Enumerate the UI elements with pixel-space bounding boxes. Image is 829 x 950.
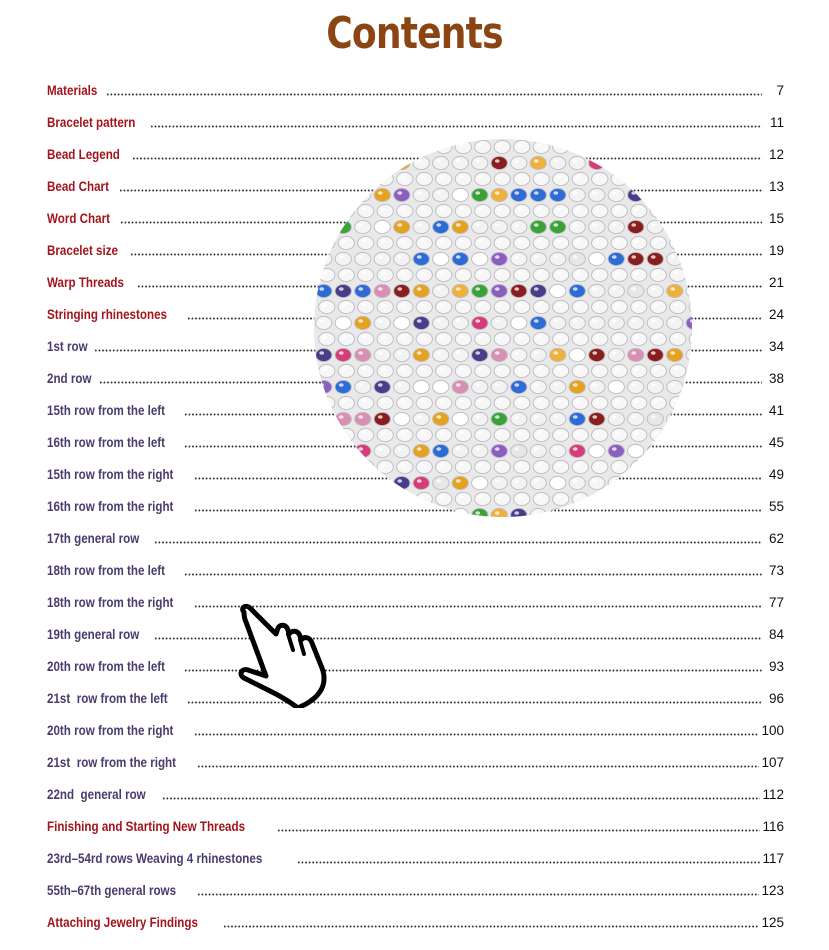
dot-leader [297,851,760,865]
toc-entry[interactable] [47,106,784,138]
toc-entry-page-number: 38 [768,370,784,386]
toc-entry-page-number: 55 [768,498,784,514]
toc-entry[interactable] [47,682,784,714]
toc-entry-label: 15th row from the left [47,402,166,418]
dot-leader [184,563,762,577]
toc-entry-page-number: 19 [768,242,784,258]
toc-entry-label: Materials [47,82,98,98]
dot-leader [150,115,762,129]
toc-entry-page-number: 15 [768,210,784,226]
toc-entry-label: Finishing and Starting New Threads [47,818,246,834]
dot-leader [277,819,760,833]
toc-entry-label: 21st row from the left [47,690,168,706]
toc-entry-page-number: 107 [761,754,784,770]
toc-entry-label: Stringing rhinestones [47,306,167,322]
toc-entry-page-number: 11 [769,114,784,130]
toc-entry-page-number: 7 [776,82,784,98]
toc-entry-page-number: 62 [768,530,784,546]
toc-entry-page-number: 13 [768,178,784,194]
toc-entry-page-number: 123 [761,882,784,898]
toc-entry[interactable] [47,618,784,650]
toc-entry[interactable] [47,522,784,554]
page-title: Contents [326,8,503,59]
toc-entry-label: Word Chart [47,210,110,226]
toc-entry-label: 22nd general row [47,786,146,802]
toc-entry-label: 16th row from the left [47,434,166,450]
toc-entry-label: 20th row from the left [47,658,166,674]
hand-pointer-icon [236,604,336,708]
toc-entry-label: Warp Threads [47,274,124,290]
toc-entry-label: 2nd row [47,370,92,386]
dot-leader [223,915,760,929]
toc-entry[interactable] [47,714,784,746]
toc-entry-page-number: 84 [768,626,784,642]
toc-entry-label: 18th row from the left [47,562,166,578]
toc-entry[interactable] [47,554,784,586]
toc-entry-label: Bracelet size [47,242,119,258]
toc-entry-label: 21st row from the right [47,754,177,770]
toc-entry[interactable] [47,650,784,682]
toc-entry-label: 15th row from the right [47,466,174,482]
toc-entry[interactable] [47,906,784,938]
toc-entry-label: Attaching Jewelry Findings [47,914,198,930]
toc-entry-label: 1st row [47,338,88,354]
toc-entry-page-number: 73 [768,562,784,578]
toc-entry[interactable] [47,778,784,810]
toc-entry-page-number: 21 [768,274,784,290]
toc-entry-page-number: 77 [768,594,784,610]
toc-entry-page-number: 41 [768,402,784,418]
toc-entry-label: Bead Legend [47,146,120,162]
toc-entry-label: 55th–67th general rows [47,882,177,898]
toc-entry-label: Bracelet pattern [47,114,136,130]
beadwork-photo [314,139,692,517]
toc-entry[interactable] [47,842,784,874]
toc-entry-label: Bead Chart [47,178,109,194]
dot-leader [194,723,759,737]
toc-entry-label: 23rd–54rd rows Weaving 4 rhinestones [47,850,263,866]
toc-entry-page-number: 112 [762,786,784,802]
toc-entry-label: 19th general row [47,626,140,642]
dot-leader [162,787,761,801]
toc-entry-page-number: 96 [768,690,784,706]
toc-entry-page-number: 49 [768,466,784,482]
toc-entry-page-number: 34 [768,338,784,354]
toc-entry[interactable] [47,74,784,106]
toc-entry-label: 18th row from the right [47,594,174,610]
toc-entry-label: 16th row from the right [47,498,174,514]
dot-leader [154,531,762,545]
toc-entry-page-number: 125 [761,914,784,930]
toc-entry-page-number: 117 [762,850,784,866]
toc-entry-page-number: 12 [768,146,784,162]
toc-entry-page-number: 100 [761,722,784,738]
dot-leader [197,883,759,897]
toc-entry[interactable] [47,746,784,778]
toc-entry-page-number: 24 [768,306,784,322]
toc-entry-page-number: 116 [762,818,784,834]
toc-entry-label: 17th general row [47,530,140,546]
toc-entry-label: 20th row from the right [47,722,174,738]
dot-leader [106,83,762,97]
dot-leader [197,755,759,769]
toc-entry[interactable] [47,874,784,906]
toc-entry[interactable] [47,810,784,842]
toc-entry-page-number: 93 [768,658,784,674]
toc-entry-page-number: 45 [768,434,784,450]
toc-entry[interactable] [47,586,784,618]
